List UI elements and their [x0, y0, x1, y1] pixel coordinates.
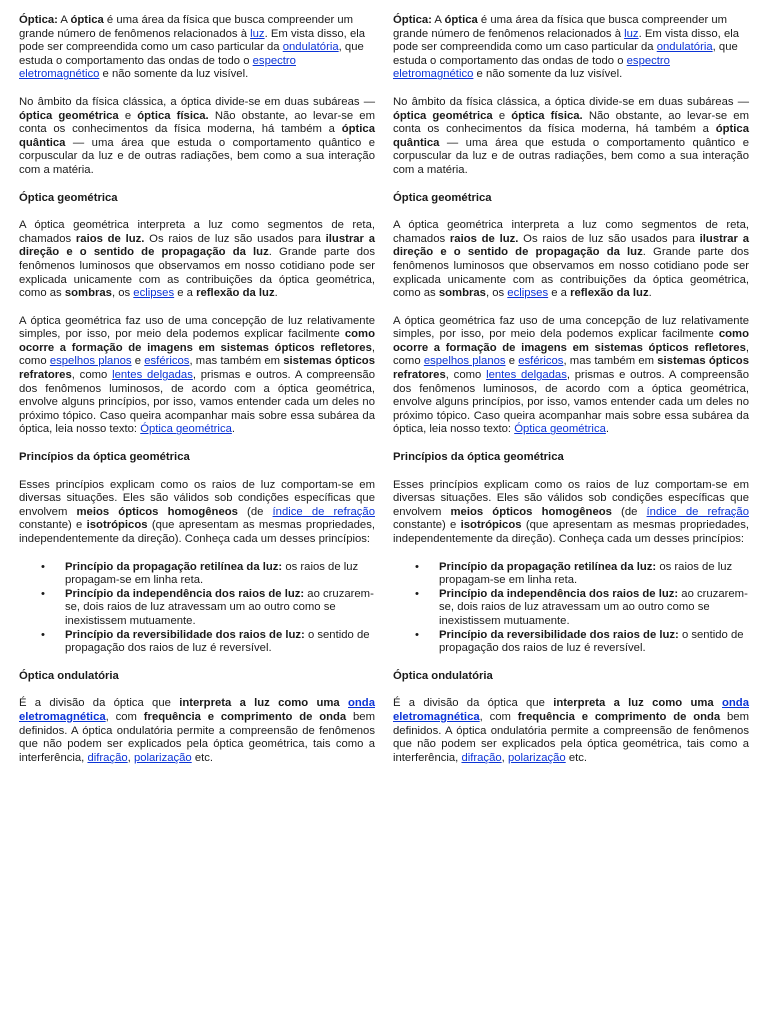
text-run: o sentido de propagação dos raios de luz é reversível.: [439, 628, 744, 655]
text-run: Os raios de luz são usados para: [144, 232, 326, 245]
text-run: como ocorre a formação de imagens em sistemas ópticos refletores: [19, 328, 375, 354]
bullet-icon: •: [415, 587, 419, 600]
bullet-icon: •: [41, 628, 45, 641]
principles-list: [393, 561, 749, 656]
text-run: A óptica geométrica interpreta a luz como segmentos de reta, chamados: [393, 219, 749, 245]
text-link[interactable]: lentes delgadas: [112, 369, 193, 382]
text-run: ,: [127, 751, 134, 764]
text-run: isotrópicos: [460, 519, 522, 532]
text-run: ao cruzarem-se, dois raios de luz atravessam um ao outro como se inexistissem mutuamente.: [65, 587, 374, 627]
text-run: ilustrar a direção e o sentido de propagação da luz: [19, 232, 375, 259]
text-run: Princípio da propagação retilínea da luz:: [439, 560, 657, 573]
paragraph-ondulatoria: [393, 697, 749, 765]
paragraph-intro: [19, 14, 375, 82]
text-run: A: [431, 14, 445, 26]
text-run: — uma área que estuda o comportamento quântico e corpuscular da luz e de outras radiações, bem como a sua interação com a matéria.: [19, 136, 375, 176]
bullet-icon: •: [415, 628, 419, 641]
text-link[interactable]: polarização: [507, 751, 566, 764]
text-run: A óptica geométrica faz uso de uma concepção de luz relativamente simples, por isso, por meio dela podemos explicar facilmente: [393, 314, 749, 341]
text-run: , que estuda o comportamento das ondas de todo o: [19, 41, 364, 67]
text-run: reflexão da luz: [196, 287, 275, 300]
paragraph-ondulatoria: [19, 697, 375, 765]
text-run: reflexão da luz: [570, 287, 649, 300]
text-run: óptica física.: [511, 109, 583, 122]
text-link[interactable]: lentes delgadas: [486, 369, 567, 382]
heading-principios: Princípios da óptica geométrica: [19, 451, 190, 464]
text-link[interactable]: espelhos planos: [49, 355, 132, 368]
text-run: A óptica geométrica faz uso de uma concepção de luz relativamente simples, por isso, por meio dela podemos explicar facilmente: [19, 314, 375, 341]
text-run: , os: [485, 287, 508, 300]
text-run: Não obstante, ao levar-se em conta os conhecimentos da física moderna, há também a: [19, 109, 376, 136]
text-run: , prismas e outros. A compreensão dos fenômenos luminosos, de acordo com a óptica geométrica, envolve alguns princípios, por isso, vamos entender cada um deles no próximo tópico. Caso queira acompanhar mais sobre essa subárea da óptica, leia nosso texto:: [393, 369, 749, 436]
text-link[interactable]: esféricos: [518, 355, 564, 368]
text-run: os raios de luz propagam-se em linha reta.: [439, 560, 733, 587]
text-run: . Grande parte dos fenômenos luminosos que observamos em nosso cotidiano pode ser explicada unicamente com as contribuições da óptica geométrica, como as: [393, 246, 749, 300]
text-run: meios ópticos homogêneos: [76, 505, 238, 518]
text-link[interactable]: eclipses: [133, 287, 175, 300]
paragraph-geometrica-2: [19, 315, 375, 437]
text-run: isotrópicos: [86, 519, 148, 532]
text-run: , como: [19, 341, 375, 368]
text-run: e: [505, 355, 519, 368]
text-run: interpreta a luz como uma: [553, 697, 722, 710]
text-run: e: [131, 355, 145, 368]
text-link[interactable]: onda eletromagnética: [19, 697, 375, 723]
text-run: óptica quântica: [393, 123, 749, 149]
text-run: e a: [548, 287, 571, 300]
list-item: [393, 629, 749, 656]
heading-optica-ondulatoria: Óptica ondulatória: [393, 669, 493, 682]
bullet-icon: •: [41, 587, 45, 600]
text-run: . Grande parte dos fenômenos luminosos que observamos em nosso cotidiano pode ser explicada unicamente com as contribuições da óptica geométrica, como as: [19, 246, 375, 300]
text-run: , que estuda o comportamento das ondas de todo o: [393, 41, 738, 67]
text-run: (que apresentam as mesmas propriedades, independentemente da direção). Conheça cada um desses princípios:: [393, 519, 749, 545]
text-run: frequência e comprimento de onda: [517, 710, 721, 723]
text-link[interactable]: eclipses: [507, 287, 549, 300]
text-run: .: [274, 287, 278, 300]
heading-principios: Princípios da óptica geométrica: [393, 451, 564, 464]
text-run: interpreta a luz como uma: [179, 697, 348, 710]
text-run: (de: [611, 505, 647, 518]
text-run: . Em vista disso, ela pode ser compreendida como um caso particular da: [393, 27, 740, 54]
text-run: frequência e comprimento de onda: [143, 710, 347, 723]
list-item-text: [65, 561, 358, 587]
text-run: .: [648, 287, 652, 300]
text-run: Esses princípios explicam como os raios de luz comportam-se em diversas situações. Eles são válidos sob condições específicas que envolvem: [19, 478, 375, 518]
paragraph-intro: [393, 14, 749, 82]
text-run: , mas também em: [189, 355, 284, 368]
text-run: Princípio da independência dos raios de luz:: [65, 587, 305, 600]
text-link[interactable]: ondulatória: [282, 41, 339, 54]
paragraph-principios: [393, 479, 749, 547]
text-run: ,: [501, 751, 508, 764]
text-run: É a divisão da óptica que: [19, 697, 180, 710]
text-link[interactable]: ondulatória: [656, 41, 713, 54]
list-item: [19, 629, 375, 656]
list-item-text: [439, 588, 748, 627]
text-run: é uma área da física que busca compreender um grande número de fenômenos relacionados à: [393, 14, 728, 40]
text-run: Não obstante, ao levar-se em conta os conhecimentos da física moderna, há também a: [393, 109, 750, 136]
text-link[interactable]: luz: [624, 27, 639, 40]
text-run: os raios de luz propagam-se em linha reta.: [65, 560, 359, 587]
text-run: sombras: [438, 287, 486, 300]
list-item: [19, 588, 375, 629]
text-link[interactable]: espectro eletromagnético: [393, 54, 670, 81]
text-run: Óptica:: [393, 14, 432, 26]
list-item-text: [65, 629, 370, 655]
text-run: e: [118, 109, 138, 122]
text-run: Princípio da independência dos raios de luz:: [439, 587, 679, 600]
text-run: , com: [479, 710, 518, 723]
text-link[interactable]: Óptica geométrica: [514, 423, 606, 436]
text-run: Óptica:: [19, 14, 58, 26]
text-run: constante) e: [19, 519, 87, 532]
text-link[interactable]: difração: [87, 751, 128, 764]
text-run: meios ópticos homogêneos: [450, 505, 612, 518]
text-run: óptica: [444, 14, 478, 26]
text-run: .: [605, 423, 610, 436]
text-link[interactable]: índice de refração: [646, 505, 749, 518]
text-run: e: [492, 109, 512, 122]
text-run: e não somente da luz visível.: [473, 68, 623, 81]
text-run: A óptica geométrica interpreta a luz como segmentos de reta, chamados: [19, 219, 375, 245]
bullet-icon: •: [415, 560, 419, 573]
bullet-icon: •: [41, 560, 45, 573]
text-link[interactable]: espelhos planos: [423, 355, 506, 368]
text-run: , prismas e outros. A compreensão dos fenômenos luminosos, de acordo com a óptica geométrica, envolve alguns princípios, por isso, vamos entender cada um deles no próximo tópico. Caso queira acompanhar mais sobre essa subárea da óptica, leia nosso texto:: [19, 369, 375, 436]
text-run: Esses princípios explicam como os raios de luz comportam-se em diversas situações. Eles são válidos sob condições específicas que envolvem: [393, 478, 749, 518]
text-link[interactable]: espectro eletromagnético: [19, 54, 296, 81]
text-run: bem definidos. A óptica ondulatória permite a compreensão de fenômenos que não podem ser explicados pela óptica geométrica, tais como a interferência,: [19, 710, 375, 764]
text-run: ao cruzarem-se, dois raios de luz atravessam um ao outro como se inexistissem mutuamente.: [439, 587, 748, 627]
paragraph-geometrica-1: [19, 219, 375, 301]
text-run: e não somente da luz visível.: [99, 68, 249, 81]
text-run: constante) e: [393, 519, 461, 532]
paragraph-subareas: [19, 96, 375, 178]
text-run: . Em vista disso, ela pode ser compreendida como um caso particular da: [19, 27, 366, 54]
text-run: etc.: [565, 751, 588, 764]
text-run: , mas também em: [563, 355, 658, 368]
text-link[interactable]: polarização: [133, 751, 192, 764]
list-item: [19, 561, 375, 588]
text-run: , os: [111, 287, 134, 300]
list-item: [393, 561, 749, 588]
text-link[interactable]: onda eletromagnética: [393, 697, 749, 723]
text-run: .: [231, 423, 236, 436]
column-left: [19, 14, 375, 779]
text-run: é uma área da física que busca compreender um grande número de fenômenos relacionados à: [19, 14, 354, 40]
text-run: óptica física.: [137, 109, 209, 122]
paragraph-subareas: [393, 96, 749, 178]
paragraph-geometrica-2: [393, 315, 749, 437]
text-run: Princípio da propagação retilínea da luz:: [65, 560, 283, 573]
text-run: óptica geométrica: [19, 109, 119, 122]
list-item: [393, 588, 749, 629]
text-link[interactable]: luz: [250, 27, 265, 40]
text-run: No âmbito da física clássica, a óptica divide-se em duas subáreas —: [393, 95, 749, 108]
text-run: óptica quântica: [19, 123, 375, 149]
text-run: e a: [174, 287, 197, 300]
text-run: sombras: [64, 287, 112, 300]
text-run: , como: [445, 369, 487, 382]
principles-list: [19, 561, 375, 656]
text-run: raios de luz.: [75, 232, 145, 245]
text-run: No âmbito da física clássica, a óptica divide-se em duas subáreas —: [19, 95, 375, 108]
list-item-text: [439, 561, 732, 587]
text-run: Princípio da reversibilidade dos raios de luz:: [439, 628, 679, 641]
text-link[interactable]: difração: [461, 751, 502, 764]
text-run: , como: [71, 369, 113, 382]
text-link[interactable]: Óptica geométrica: [140, 423, 232, 436]
text-run: Os raios de luz são usados para: [518, 232, 700, 245]
column-right: [393, 14, 749, 779]
text-run: Princípio da reversibilidade dos raios de luz:: [65, 628, 305, 641]
text-run: , como: [393, 341, 749, 368]
text-run: É a divisão da óptica que: [393, 697, 554, 710]
paragraph-principios: [19, 479, 375, 547]
list-item-text: [439, 629, 744, 655]
text-run: , com: [105, 710, 144, 723]
text-run: A: [57, 14, 71, 26]
text-run: óptica geométrica: [393, 109, 493, 122]
text-run: — uma área que estuda o comportamento quântico e corpuscular da luz e de outras radiações, bem como a sua interação com a matéria.: [393, 136, 749, 176]
text-run: etc.: [191, 751, 214, 764]
list-item-text: [65, 588, 374, 627]
paragraph-geometrica-1: [393, 219, 749, 301]
text-run: o sentido de propagação dos raios de luz é reversível.: [65, 628, 370, 655]
text-link[interactable]: índice de refração: [272, 505, 375, 518]
text-run: (de: [237, 505, 273, 518]
text-run: como ocorre a formação de imagens em sistemas ópticos refletores: [393, 328, 749, 354]
text-run: raios de luz.: [449, 232, 519, 245]
heading-optica-geometrica: Óptica geométrica: [19, 191, 118, 204]
text-link[interactable]: esféricos: [144, 355, 190, 368]
heading-optica-geometrica: Óptica geométrica: [393, 191, 492, 204]
text-run: (que apresentam as mesmas propriedades, independentemente da direção). Conheça cada um desses princípios:: [19, 519, 375, 545]
text-run: sistemas ópticos refratores: [19, 355, 375, 382]
text-run: ilustrar a direção e o sentido de propagação da luz: [393, 232, 749, 259]
heading-optica-ondulatoria: Óptica ondulatória: [19, 669, 119, 682]
text-run: óptica: [70, 14, 104, 26]
text-run: bem definidos. A óptica ondulatória permite a compreensão de fenômenos que não podem ser explicados pela óptica geométrica, tais como a interferência,: [393, 710, 749, 764]
text-run: sistemas ópticos refratores: [393, 355, 749, 382]
